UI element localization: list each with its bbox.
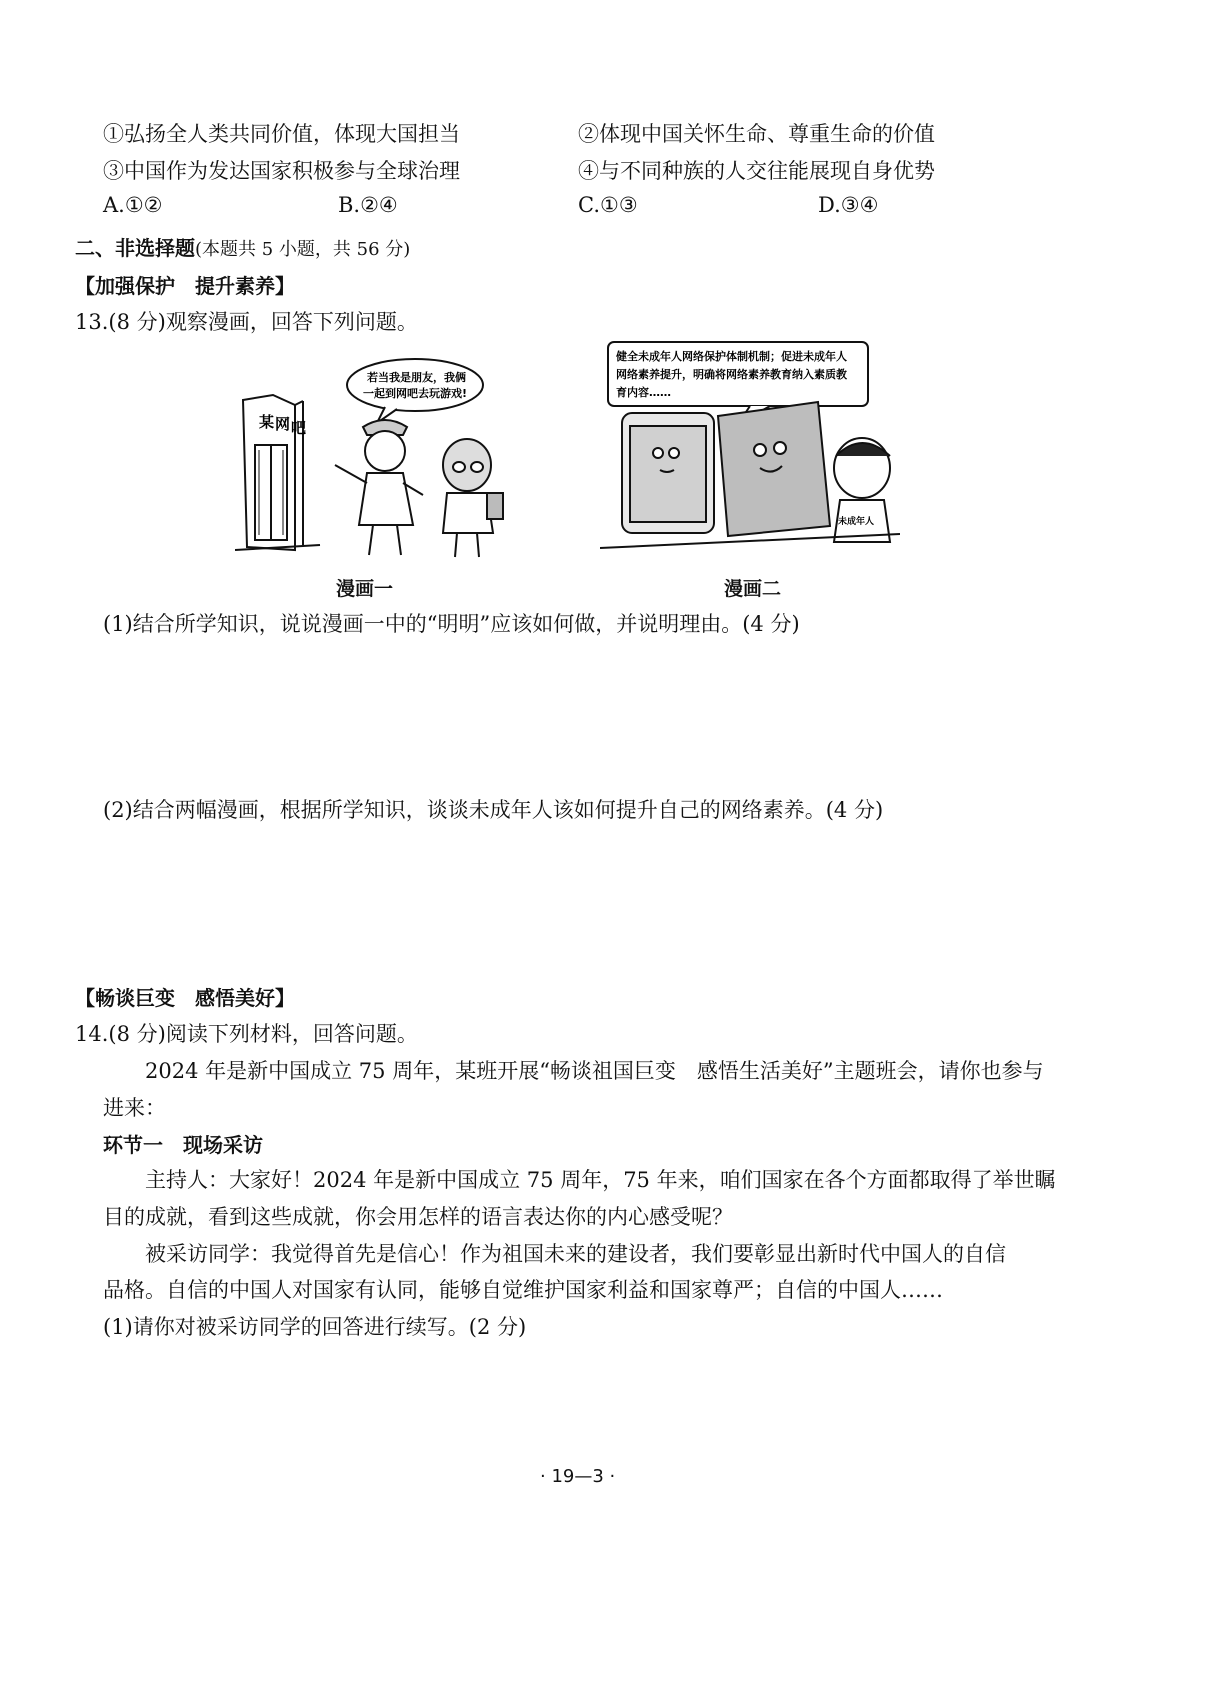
option-2: ②体现中国关怀生命、尊重生命的价值 (578, 122, 935, 146)
box-line-3: 育内容…… (616, 386, 671, 399)
bubble-line-2: 一起到网吧去玩游戏! (363, 387, 468, 400)
speech-bubble (347, 359, 483, 411)
section-note: (本题共 5 小题，共 56 分) (195, 239, 411, 260)
q14-stem: 14.(8 分)阅读下列材料，回答问题。 (75, 1022, 418, 1046)
step-heading: 环节一 现场采访 (103, 1133, 263, 1157)
student-line-1: 被采访同学：我觉得首先是信心！作为祖国未来的建设者，我们要彰显出新时代中国人的自信 (145, 1242, 1006, 1266)
choice-a: A.①② (103, 193, 163, 217)
page-number: · 19—3 · (540, 1466, 616, 1487)
q13-sub2: (2)结合两幅漫画，根据所学知识，谈谈未成年人该如何提升自己的网络素养。(4 分) (103, 798, 884, 822)
q14-paragraph-line-2: 进来： (103, 1096, 166, 1120)
q14-sub1: (1)请你对被采访同学的回答进行续写。(2 分) (103, 1315, 527, 1339)
comic-1-caption: 漫画一 (336, 578, 394, 600)
comic-1-illustration (235, 355, 545, 565)
q14-paragraph-line-1: 2024 年是新中国成立 75 周年，某班开展“畅谈祖国巨变 感悟生活美好”主题班会，请你也参与 (145, 1059, 1044, 1083)
boy-mingming-figure (443, 439, 503, 557)
bubble-line-1: 若当我是朋友，我俩 (367, 371, 466, 384)
sign-char-1: 某 (259, 413, 275, 431)
adult-figure (335, 420, 423, 555)
theme-heading-1: 【加强保护 提升素养】 (75, 274, 295, 298)
option-4: ④与不同种族的人交往能展现自身优势 (578, 159, 935, 183)
shirt-label: 未成年人 (838, 517, 875, 527)
q13-sub1: (1)结合所学知识，说说漫画一中的“明明”应该如何做，并说明理由。(4 分) (103, 612, 800, 636)
smartphone-figure (622, 413, 714, 533)
option-1: ①弘扬全人类共同价值，体现大国担当 (103, 122, 460, 146)
comic-2-caption: 漫画二 (724, 578, 782, 600)
box-line-2: 网络素养提升，明确将网络素养教育纳入素质教 (616, 368, 847, 381)
host-line-2: 目的成就，看到这些成就，你会用怎样的语言表达你的内心感受呢？ (103, 1205, 733, 1229)
q13-stem: 13.(8 分)观察漫画，回答下列问题。 (75, 310, 418, 334)
student-line-2: 品格。自信的中国人对国家有认同，能够自觉维护国家利益和国家尊严；自信的中国人…… (103, 1278, 943, 1302)
section-heading (75, 232, 410, 261)
option-3: ③中国作为发达国家积极参与全球治理 (103, 159, 460, 183)
box-line-1: 健全未成年人网络保护体制机制；促进未成年人 (616, 350, 847, 363)
choice-c: C.①③ (578, 193, 638, 217)
choice-b: B.②④ (338, 193, 398, 217)
section-title: 二、非选择题 (75, 236, 195, 260)
sign-char-3: 吧 (291, 419, 307, 437)
sign-char-2: 网 (275, 415, 291, 433)
theme-heading-2: 【畅谈巨变 感悟美好】 (75, 986, 295, 1010)
host-line-1: 主持人：大家好！2024 年是新中国成立 75 周年，75 年来，咱们国家在各个方面都取得了举世瞩 (145, 1168, 1056, 1192)
book-figure (718, 402, 830, 536)
choice-d: D.③④ (818, 193, 879, 217)
comic-2-illustration (600, 338, 900, 566)
